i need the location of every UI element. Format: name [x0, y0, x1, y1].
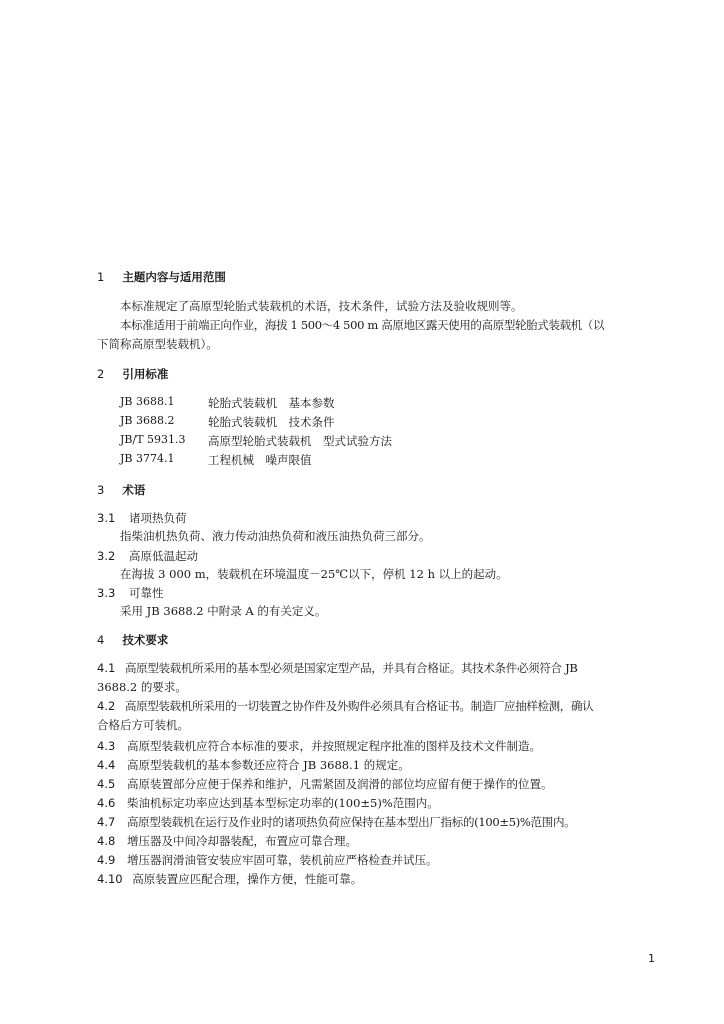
term-heading [97, 548, 198, 564]
paragraph: 本标准规定了高原型轮胎式装载机的术语，技术条件，试验方法及验收规则等。 [120, 299, 523, 313]
clause-4-3 [97, 738, 541, 754]
clause-text: 增压器及中间冷却器装配，布置应可靠合理。 [126, 834, 357, 848]
clause-text: 高原型装载机所采用的基本型必须是国家定型产品，并具有合格证。其技术条件必须符合 JB [124, 661, 578, 675]
term-title: 可靠性 [128, 586, 164, 600]
clause-continued: 3688.2 的要求。 [97, 680, 187, 694]
section-number: 2 [97, 367, 105, 381]
term-heading [97, 585, 163, 601]
clause-text: 高原型装载机的基本参数还应符合 JB 3688.1 的规定。 [126, 758, 410, 772]
section-3-heading [97, 482, 145, 498]
page-number: 1 [648, 952, 655, 965]
section-4-heading [97, 632, 168, 648]
clause-4-1 [97, 660, 578, 676]
clause-4-10 [97, 871, 362, 887]
reference-name: 工程机械 噪声限值 [208, 453, 312, 467]
clause-continued: 合格后方可装机。 [97, 718, 189, 732]
section-number: 4 [97, 633, 105, 647]
clause-number: 4.5 [97, 777, 116, 791]
paragraph: 本标准适用于前端正向作业，海拔 1 500～4 500 m 高原地区露天使用的高原型轮胎式装载机（以 [120, 318, 605, 332]
section-1-heading [97, 269, 226, 285]
section-number: 1 [97, 270, 105, 284]
clause-text: 柴油机标定功率应达到基本型标定功率的(100±5)%范围内。 [126, 796, 439, 810]
section-number: 3 [97, 483, 105, 497]
clause-4-7 [97, 814, 575, 830]
reference-name: 轮胎式装载机 基本参数 [208, 396, 335, 410]
clause-number: 4.3 [97, 739, 116, 753]
clause-4-6 [97, 795, 439, 811]
section-title: 技术要求 [122, 633, 169, 647]
clause-text: 增压器润滑油管安装应牢固可靠，装机前应严格检查并试压。 [126, 853, 438, 867]
section-title: 术语 [122, 483, 146, 497]
clause-4-8 [97, 833, 357, 849]
reference-name: 轮胎式装载机 技术条件 [208, 415, 335, 429]
clause-4-2 [97, 698, 593, 714]
term-definition: 在海拔 3 000 m，装载机在环境温度－25℃以下，停机 12 h 以上的起动。 [120, 567, 508, 581]
section-title: 引用标准 [122, 367, 169, 381]
reference-code: JB 3688.2 [120, 414, 175, 427]
clause-4-5 [97, 776, 552, 792]
clause-text: 高原型装载机在运行及作业时的诸项热负荷应保持在基本型出厂指标的(100±5)%范围内。 [126, 815, 576, 829]
term-number: 3.1 [97, 511, 116, 525]
section-2-heading [97, 366, 168, 382]
clause-4-4 [97, 757, 410, 773]
clause-number: 4.9 [97, 853, 116, 867]
section-title: 主题内容与适用范围 [122, 270, 226, 284]
clause-text: 高原装置应匹配合理，操作方便，性能可靠。 [132, 872, 363, 886]
clause-number: 4.2 [97, 699, 116, 713]
clause-number: 4.7 [97, 815, 116, 829]
term-title: 高原低温起动 [128, 549, 198, 563]
clause-number: 4.10 [97, 872, 123, 886]
term-definition: 指柴油机热负荷、液力传动油热负荷和液压油热负荷三部分。 [120, 529, 431, 543]
clause-number: 4.8 [97, 834, 116, 848]
term-definition: 采用 JB 3688.2 中附录 A 的有关定义。 [120, 604, 327, 618]
reference-code: JB 3688.1 [120, 395, 175, 408]
clause-number: 4.4 [97, 758, 116, 772]
paragraph-continued: 下简称高原型装载机）。 [97, 337, 218, 351]
reference-code: JB/T 5931.3 [120, 433, 186, 446]
reference-name: 高原型轮胎式装载机 型式试验方法 [208, 434, 392, 448]
term-title: 诸项热负荷 [128, 511, 187, 525]
clause-text: 高原型装载机应符合本标准的要求，并按照规定程序批准的图样及技术文件制造。 [126, 739, 541, 753]
term-heading [97, 510, 186, 526]
term-number: 3.3 [97, 586, 116, 600]
term-number: 3.2 [97, 549, 116, 563]
clause-4-9 [97, 852, 437, 868]
reference-code: JB 3774.1 [120, 452, 175, 465]
clause-text: 高原装置部分应便于保养和维护，凡需紧固及润滑的部位均应留有便于操作的位置。 [126, 777, 553, 791]
clause-number: 4.6 [97, 796, 116, 810]
clause-number: 4.1 [97, 661, 116, 675]
clause-text: 高原型装载机所采用的一切装置之协作件及外购件必须具有合格证书。制造厂应抽样检测，确认 [124, 699, 594, 713]
